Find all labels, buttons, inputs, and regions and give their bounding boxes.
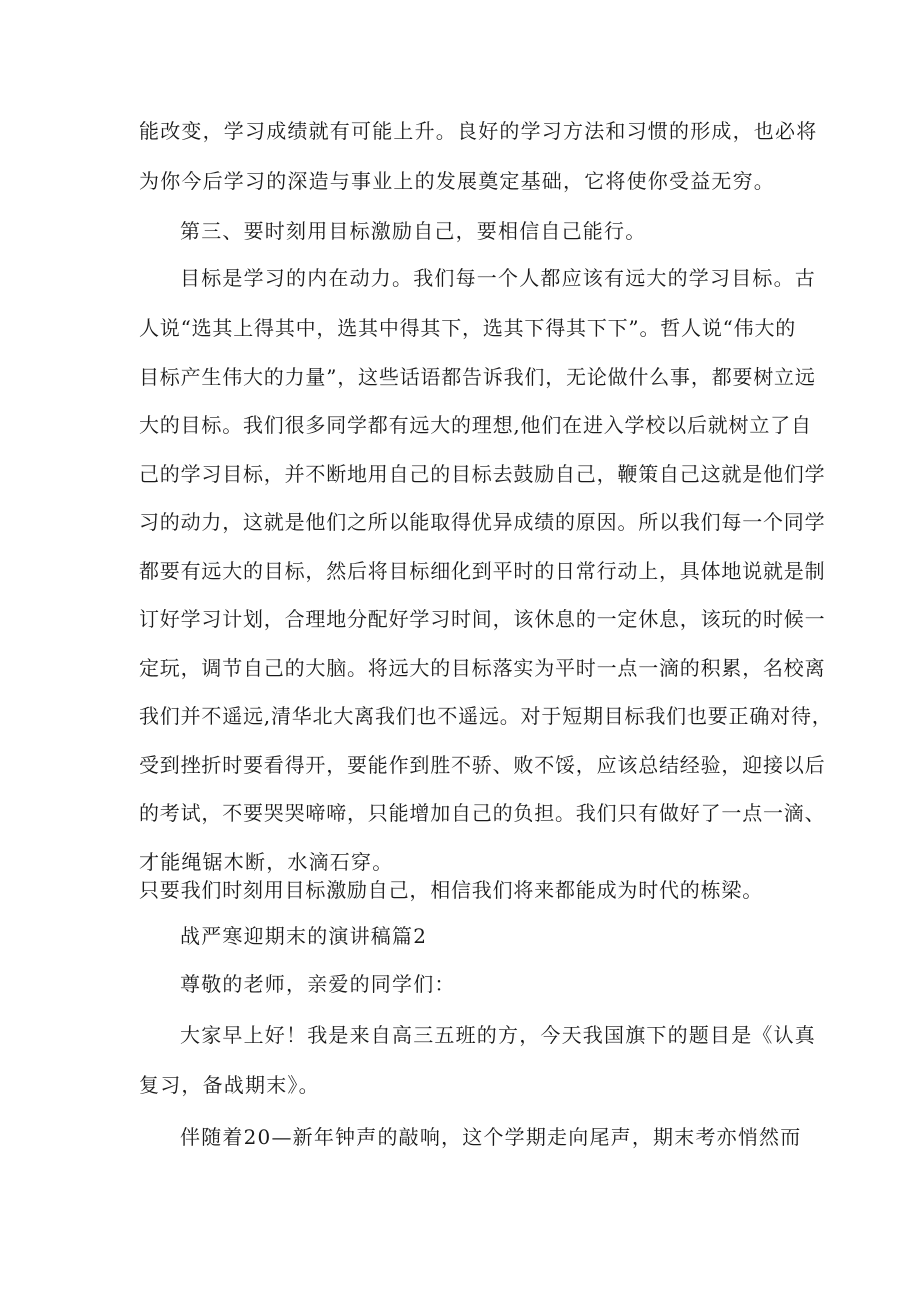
body-line-12: 定玩，调节自己的大脑。将远大的目标落实为平时一点一滴的积累，名校离: [139, 656, 826, 680]
body-line-14: 受到挫折时要看得开，要能作到胜不骄、败不馁，应该总结经验，迎接以后: [139, 753, 826, 777]
section-title-2: 战严寒迎期末的演讲稿篇2: [180, 924, 428, 948]
body-line-20: 大家早上好！我是来自高三五班的方，今天我国旗下的题目是《认真: [180, 1023, 816, 1047]
body-line-16: 才能绳锯木断，水滴石穿。: [139, 850, 394, 874]
body-line-22: 伴随着20—新年钟声的敲响，这个学期走向尾声，期末考亦悄然而: [180, 1125, 802, 1149]
body-line-21: 复习，备战期末》。: [139, 1073, 320, 1097]
body-line-17: 只要我们时刻用目标激励自己，相信我们将来都能成为时代的栋梁。: [139, 878, 763, 902]
body-line-6: 目标产生伟大的力量”，这些话语都告诉我们，无论做什么事，都要树立远: [139, 365, 816, 389]
body-line-5: 人说“选其上得其中，选其中得其下，选其下得其下下”。哲人说“伟大的: [139, 316, 797, 340]
body-line-2: 为你今后学习的深造与事业上的发展奠定基础，它将使你受益无穷。: [139, 169, 775, 193]
body-line-1: 能改变，学习成绩就有可能上升。良好的学习方法和习惯的形成，也必将: [139, 119, 818, 143]
salutation-line: 尊敬的老师，亲爱的同学们：: [180, 972, 456, 996]
section-heading-3: 第三、要时刻用目标激励自己，要相信自己能行。: [180, 219, 647, 243]
body-line-9: 习的动力，这就是他们之所以能取得优异成绩的原因。所以我们每一个同学: [139, 510, 826, 534]
body-line-15: 的考试，不要哭哭啼啼，只能增加自己的负担。我们只有做好了一点一滴、: [139, 801, 826, 825]
body-line-13: 我们并不遥远,清华北大离我们也不遥远。对于短期目标我们也要正确对待，: [139, 704, 833, 728]
body-line-11: 订好学习计划，合理地分配好学习时间，该休息的一定休息，该玩的时候一: [139, 607, 826, 631]
body-line-7: 大的目标。我们很多同学都有远大的理想,他们在进入学校以后就树立了自: [139, 413, 812, 437]
body-line-8: 己的学习目标，并不断地用自己的目标去鼓励自己，鞭策自己这就是他们学: [139, 462, 826, 486]
body-line-4: 目标是学习的内在动力。我们每一个人都应该有远大的学习目标。古: [180, 266, 816, 290]
body-line-10: 都要有远大的目标，然后将目标细化到平时的日常行动上，具体地说就是制: [139, 559, 826, 583]
